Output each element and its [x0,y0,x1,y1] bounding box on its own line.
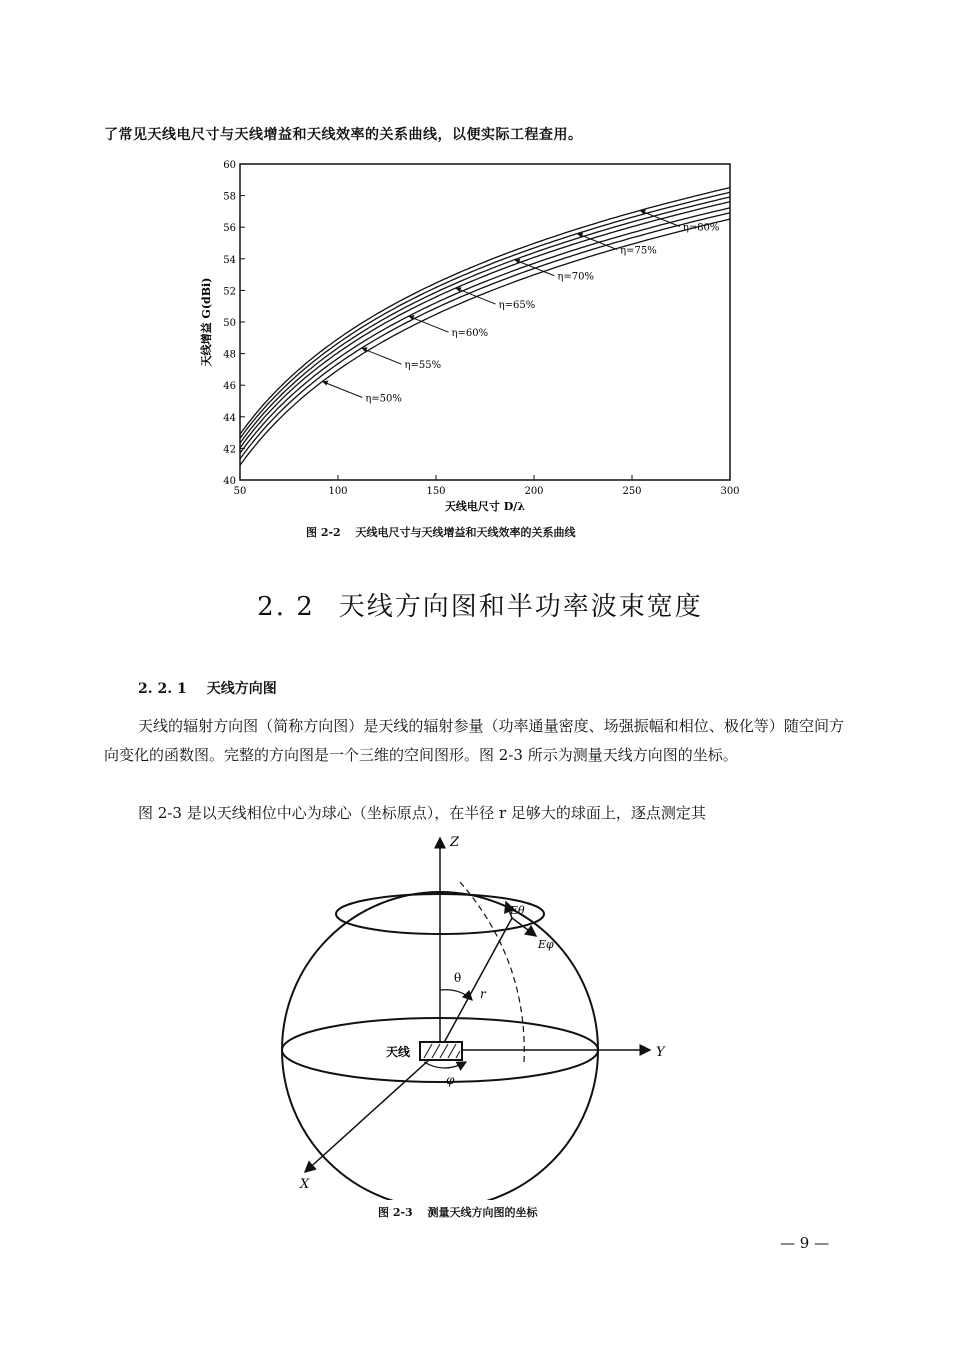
y-tick-label: 52 [223,286,236,298]
paragraph-1: 天线的辐射方向图（简称方向图）是天线的辐射参量（功率通量密度、场强振幅和相位、极化等）随空间方向变化的函数图。完整的方向图是一个三维的空间图形。图 2-3 所示为测量天线方向图的坐标。 [104,717,844,764]
antenna-coordinate-diagram [260,830,680,1200]
y-tick-label: 42 [223,444,236,456]
annotation-leader [362,348,402,364]
annotation-label: η=80% [682,222,720,234]
theta-label: θ [454,971,462,985]
x-tick-label: 200 [524,486,544,497]
series-line [240,197,730,443]
y-label: Y [656,1045,665,1060]
annotation-label: η=60% [451,328,489,340]
radius-line [440,918,512,1050]
x-tick-label: 100 [328,486,348,497]
antenna-label: 天线 [386,1045,411,1059]
figure-2-2-caption: 图 2-2 天线电尺寸与天线增益和天线效率的关系曲线 [306,526,576,539]
z-label: Z [450,835,460,850]
y-tick-label: 40 [223,476,236,487]
y-tick-label: 46 [223,381,236,393]
y-tick-label: 56 [223,223,236,235]
x-label: X [300,1177,310,1192]
e-phi-label: Eφ [538,938,554,951]
series-line [240,188,730,435]
x-tick-label: 300 [720,486,740,497]
section-title: 天线方向图和半功率波束宽度 [338,592,703,622]
subsection-number: 2. 2. 1 [138,681,187,697]
annotation-label: η=75% [620,245,657,257]
series-line [240,192,730,438]
y-tick-label: 44 [223,412,236,424]
theta-arc [440,990,472,1000]
section-number: 2. 2 [257,592,315,622]
annotation-leader [322,382,362,398]
x-axis [305,1050,440,1172]
series-line [240,202,730,448]
annotation-label: η=65% [498,300,536,312]
annotation-label: η=70% [557,271,595,283]
phi-label: φ [446,1073,455,1087]
intro-text: 了常见天线电尺寸与天线增益和天线效率的关系曲线，以便实际工程查用。 [104,127,583,143]
y-axis-label: 天线增益 G(dBi) [200,277,213,367]
x-tick-label: 50 [233,486,247,497]
subsection-heading [138,678,277,698]
x-axis-label: 天线电尺寸 D/λ [444,500,526,513]
y-tick-label: 58 [223,191,236,203]
y-tick-label: 50 [223,318,236,329]
r-label: r [480,987,486,1001]
annotation-label: η=55% [404,360,442,372]
figure-2-3-caption: 图 2-3 测量天线方向图的坐标 [378,1206,538,1219]
paragraph-2: 图 2-3 是以天线相位中心为球心（坐标原点），在半径 r 足够大的球面上，逐点测定其 [138,804,706,822]
y-tick-label: 54 [223,254,236,266]
e-theta-label: Eθ [510,904,525,917]
page-number: — 9 — [780,1234,830,1252]
phi-arc [424,1062,466,1068]
annotation-label: η=50% [365,393,402,405]
y-tick-label: 60 [223,160,236,171]
subsection-title: 天线方向图 [206,681,277,697]
x-tick-label: 150 [426,486,446,497]
y-tick-label: 48 [223,349,236,361]
plot-frame [240,164,730,480]
section-heading [0,586,960,623]
gain-efficiency-chart [190,150,750,520]
x-tick-label: 250 [622,486,642,497]
